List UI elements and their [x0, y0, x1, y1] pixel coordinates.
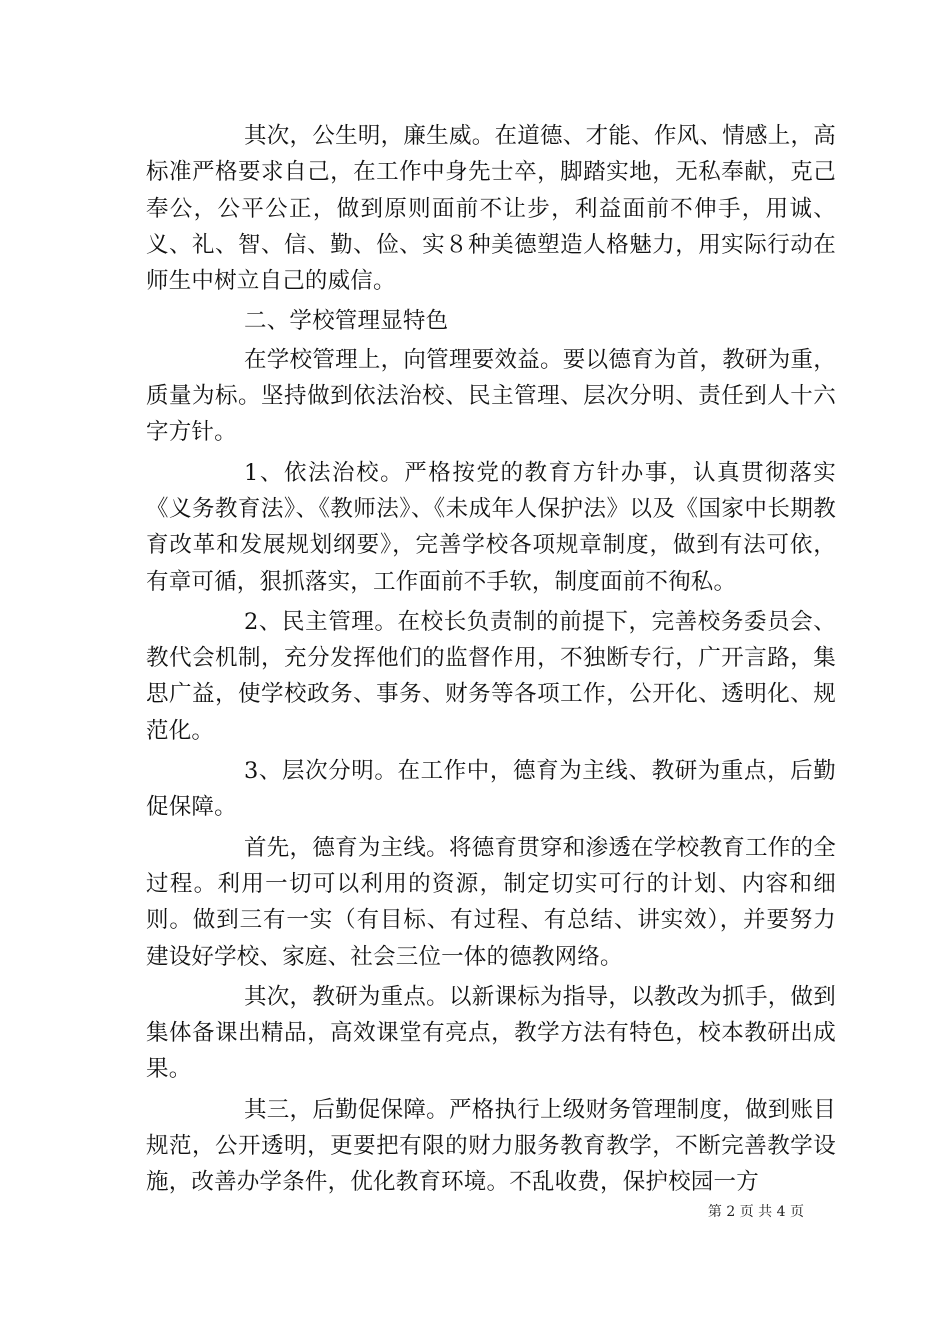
section-heading-school-management: 二、学校管理显特色 — [244, 308, 449, 335]
paragraph-democratic-management: 2、民主管理。在校长负责制的前提下，完善校务委员会、教代会机制，充分发挥他们的监督作用，不独断专行，广开言路，集思广益，使学校政务、事务、财务等各项工作，公开化、透明化、规范化。 — [146, 608, 836, 744]
page-footer: 第 2 页 共 4 页 — [707, 1204, 804, 1220]
paragraph-integrity: 其次，公生明，廉生威。在道德、才能、作风、情感上，高标准严格要求自己，在工作中身先士卒，脚踏实地，无私奉献，克己奉公，公平公正，做到原则面前不让步，利益面前不伸手，用诚、义、礼、智、信、勤、俭、实８种美德塑造人格魅力，用实际行动在师生中树立自己的威信。 — [146, 123, 836, 295]
paragraph-rule-of-law: 1、依法治校。严格按党的教育方针办事，认真贯彻落实《义务教育法》、《教师法》、《未成年人保护法》以及《国家中长期教育改革和发展规划纲要》，完善学校各项规章制度，做到有法可依，有章可循，狠抓落实，工作面前不手软，制度面前不徇私。 — [146, 459, 836, 595]
document-body — [146, 118, 836, 1205]
paragraph-management-intro: 在学校管理上，向管理要效益。要以德育为首，教研为重，质量为标。坚持做到依法治校、民主管理、层次分明、责任到人十六字方针。 — [146, 346, 836, 446]
paragraph-moral-education: 首先，德育为主线。将德育贯穿和渗透在学校教育工作的全过程。利用一切可以利用的资源，制定切实可行的计划、内容和细则。做到三有一实（有目标、有过程、有总结、讲实效），并要努力建设好学校、家庭、社会三位一体的德教网络。 — [146, 834, 836, 970]
paragraph-clear-levels: 3、层次分明。在工作中，德育为主线、教研为重点，后勤促保障。 — [146, 758, 836, 821]
paragraph-teaching-research: 其次，教研为重点。以新课标为指导，以教改为抓手，做到集体备课出精品，高效课堂有亮点，教学方法有特色，校本教研出成果。 — [146, 983, 836, 1083]
paragraph-logistics: 其三，后勤促保障。严格执行上级财务管理制度，做到账目规范，公开透明，更要把有限的财力服务教育教学，不断完善教学设施，改善办学条件，优化教育环境。不乱收费，保护校园一方 — [146, 1096, 836, 1196]
